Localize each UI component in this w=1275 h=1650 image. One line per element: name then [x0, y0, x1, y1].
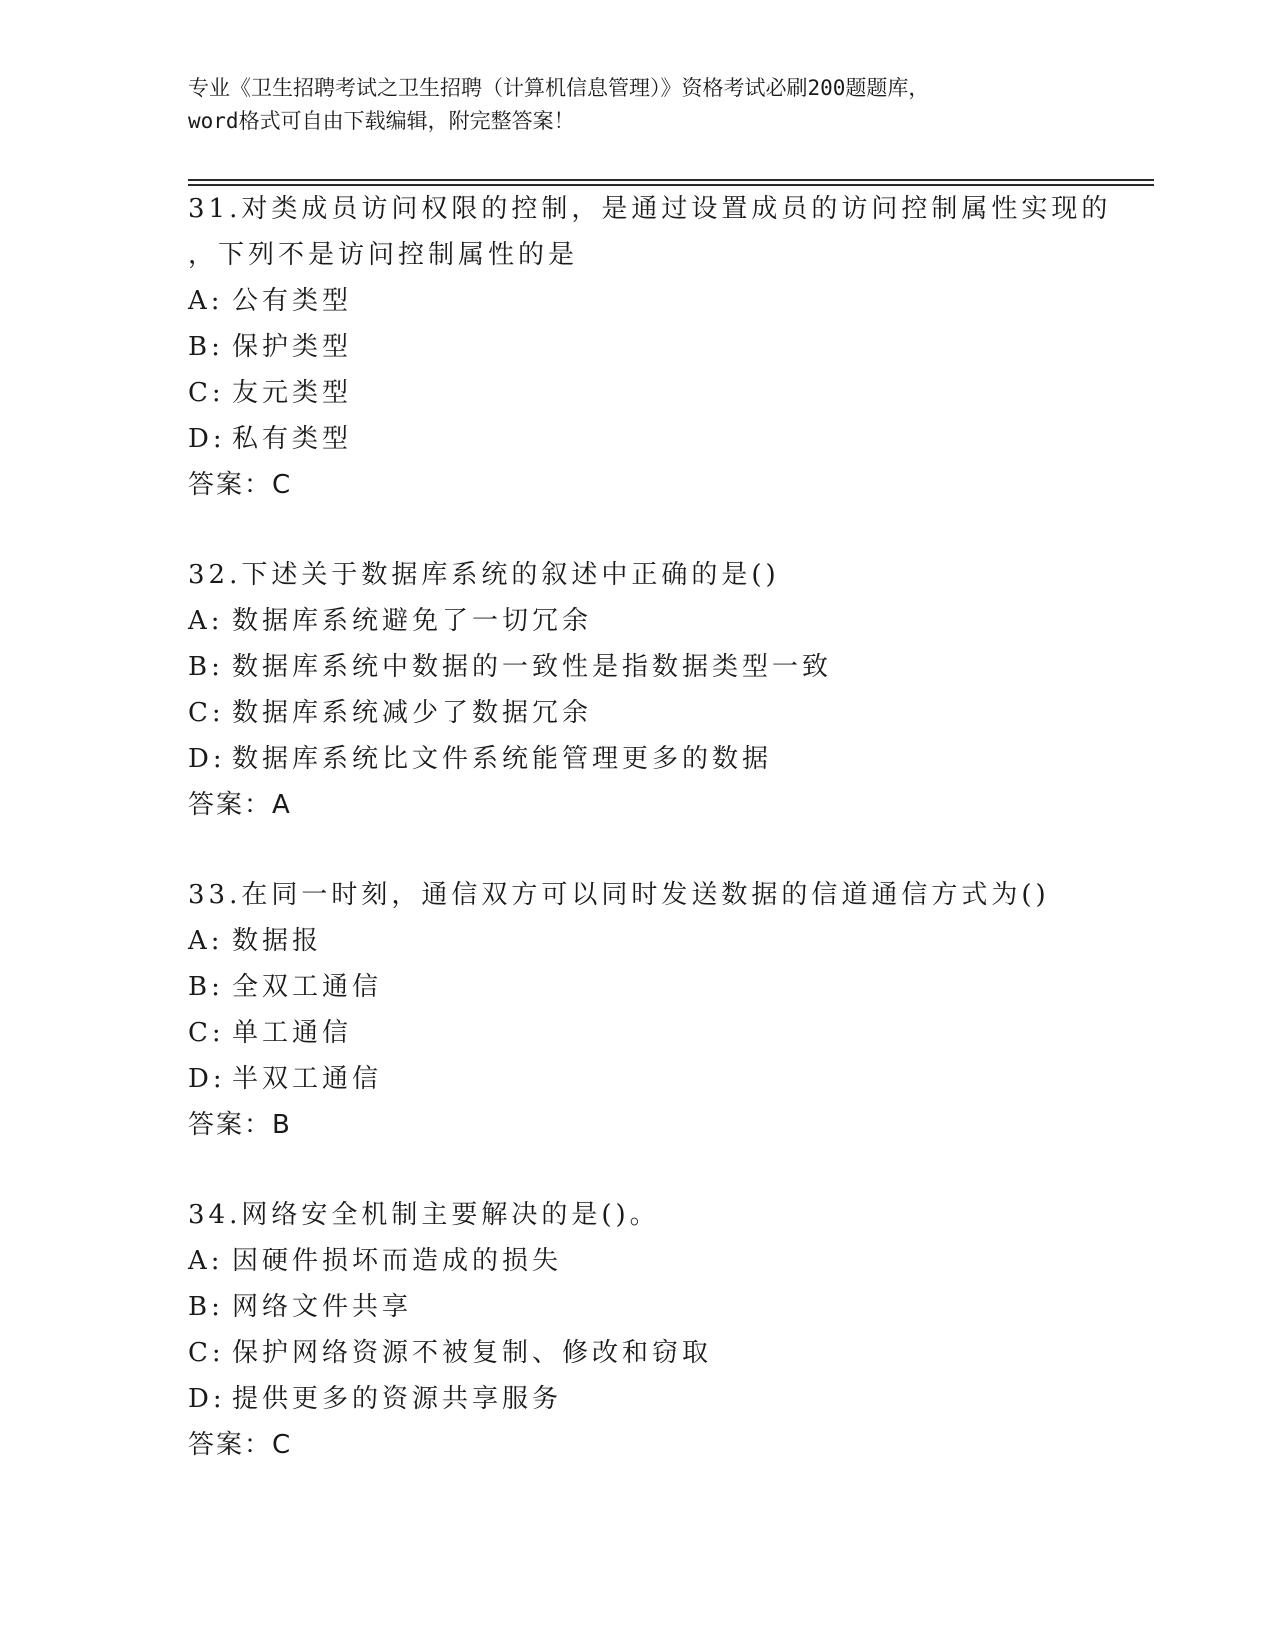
answer-label: 答案：B — [188, 1110, 292, 1140]
question-stem: 32.下述关于数据库系统的叙述中正确的是() — [188, 560, 780, 590]
option-c — [188, 1330, 1088, 1376]
option-key: C: — [188, 378, 225, 408]
option-text: 数据库系统比文件系统能管理更多的数据 — [232, 744, 773, 774]
answer-label: 答案：C — [188, 1430, 293, 1460]
option-d — [188, 416, 1088, 462]
option-b — [188, 644, 1088, 690]
header-line-2: word格式可自由下载编辑，附完整答案！ — [188, 109, 575, 133]
question-stem-continued: ，下列不是访问控制属性的是 — [188, 240, 579, 270]
question-stem: 33.在同一时刻，通信双方可以同时发送数据的信道通信方式为() — [188, 880, 1050, 910]
option-c — [188, 690, 1088, 736]
option-text: 因硬件损坏而造成的损失 — [232, 1246, 563, 1276]
header-line-1: 专业《卫生招聘考试之卫生招聘（计算机信息管理）》资格考试必刷200题题库， — [188, 76, 930, 100]
question-stem: 31.对类成员访问权限的控制，是通过设置成员的访问控制属性实现的 — [188, 194, 1112, 224]
answer-label: 答案：C — [188, 470, 293, 500]
option-key: A: — [188, 926, 224, 956]
option-c — [188, 1010, 1088, 1056]
option-text: 数据库系统中数据的一致性是指数据类型一致 — [232, 652, 833, 682]
option-text: 数据报 — [232, 926, 323, 956]
option-text: 友元类型 — [232, 378, 353, 408]
header-divider-top — [188, 179, 1154, 181]
option-key: C: — [188, 698, 225, 728]
option-text: 数据库系统减少了数据冗余 — [232, 698, 593, 728]
option-b — [188, 1284, 1088, 1330]
option-key: D: — [188, 424, 226, 454]
option-a — [188, 918, 1088, 964]
option-text: 提供更多的资源共享服务 — [232, 1384, 563, 1414]
option-text: 单工通信 — [232, 1018, 353, 1048]
option-d — [188, 1056, 1088, 1102]
option-d — [188, 1376, 1088, 1422]
option-text: 网络文件共享 — [232, 1292, 413, 1322]
question-stem: 34.网络安全机制主要解决的是()。 — [188, 1200, 660, 1230]
option-text: 全双工通信 — [232, 972, 383, 1002]
option-a — [188, 278, 1088, 324]
option-key: D: — [188, 1384, 226, 1414]
option-key: B: — [188, 972, 224, 1002]
option-b — [188, 324, 1088, 370]
option-c — [188, 370, 1088, 416]
question-33 — [188, 872, 1088, 1148]
option-key: A: — [188, 606, 224, 636]
option-text: 半双工通信 — [232, 1064, 383, 1094]
option-key: B: — [188, 332, 224, 362]
question-32 — [188, 552, 1088, 828]
option-d — [188, 736, 1088, 782]
option-key: C: — [188, 1338, 225, 1368]
option-key: A: — [188, 286, 224, 316]
option-text: 保护网络资源不被复制、修改和窃取 — [232, 1338, 713, 1368]
option-a — [188, 598, 1088, 644]
option-text: 私有类型 — [232, 424, 353, 454]
option-key: B: — [188, 652, 224, 682]
question-31 — [188, 186, 1112, 508]
option-text: 保护类型 — [232, 332, 353, 362]
option-key: B: — [188, 1292, 224, 1322]
option-text: 数据库系统避免了一切冗余 — [232, 606, 593, 636]
option-key: D: — [188, 1064, 226, 1094]
answer-label: 答案：A — [188, 790, 292, 820]
option-key: C: — [188, 1018, 225, 1048]
option-text: 公有类型 — [232, 286, 353, 316]
question-34 — [188, 1192, 1088, 1468]
option-b — [188, 964, 1088, 1010]
option-key: A: — [188, 1246, 224, 1276]
option-a — [188, 1238, 1088, 1284]
option-key: D: — [188, 744, 226, 774]
document-header — [188, 72, 1088, 138]
